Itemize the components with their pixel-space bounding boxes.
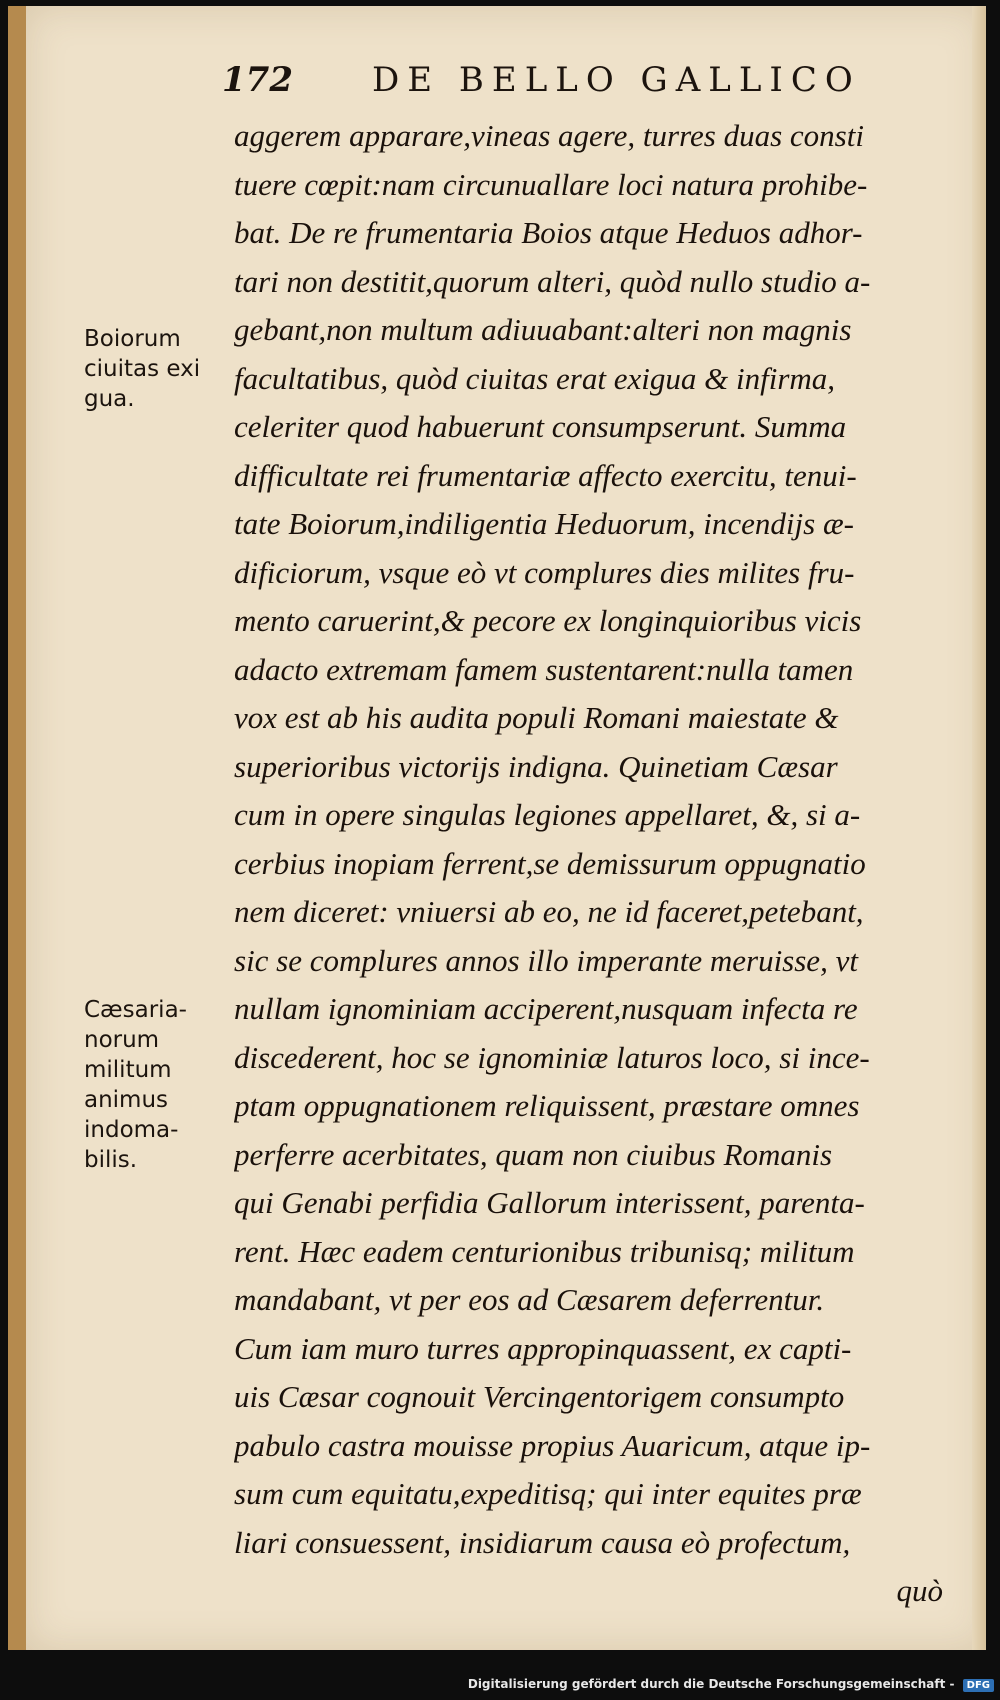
text-line: celeriter quod habuerunt consumpserunt. Summa — [234, 409, 847, 444]
digitization-credit — [468, 1677, 994, 1692]
dfg-logo: DFG — [963, 1679, 994, 1692]
margin-note-line: indoma- — [84, 1117, 179, 1143]
text-line: qui Genabi perfidia Gallorum interissent, parenta- — [234, 1185, 865, 1220]
text-line: nem diceret: vniuersi ab eo, ne id faceret,petebant, — [234, 894, 864, 929]
text-line: cum in opere singulas legiones appellaret, &, si a- — [234, 797, 861, 832]
margin-note-line: Cæsaria- — [84, 997, 187, 1023]
text-line: bat. De re frumentaria Boios atque Heduos adhor- — [234, 215, 863, 250]
text-line: rent. Hæc eadem centurionibus tribunisq; militum — [234, 1233, 855, 1269]
margin-note-line: gua. — [84, 386, 135, 412]
text-line: pabulo castra mouisse propius Auaricum, atque ip- — [234, 1427, 871, 1463]
page-edge — [972, 6, 986, 1650]
text-line: cerbius inopiam ferrent,se demissurum oppugnatio — [234, 845, 866, 881]
text-line: dificiorum, vsque eò vt complures dies milites fru- — [234, 554, 855, 590]
text-line: perferre acerbitates, quam non ciuibus Romanis — [234, 1136, 833, 1172]
text-line: superioribus victorijs indigna. Quinetiam Cæsar — [234, 748, 838, 784]
text-line: Cum iam muro turres appropinquassent, ex capti- — [234, 1330, 852, 1366]
credit-text: Digitalisierung gefördert durch die Deutsche Forschungsgemeinschaft - — [467, 1677, 955, 1691]
margin-note-line: bilis. — [84, 1147, 138, 1173]
margin-note-line: norum — [84, 1027, 160, 1053]
margin-note-line: Boiorum — [84, 326, 181, 352]
text-line: adacto extremam famem sustentarent:nulla tamen — [234, 651, 854, 687]
text-line: aggerem apparare,vineas agere, turres duas consti — [234, 118, 864, 153]
margin-note-line: animus — [84, 1087, 169, 1113]
text-line: liari consuessent, insidiarum causa eò profectum, — [234, 1524, 851, 1560]
margin-note-boiorum — [84, 324, 200, 414]
page-header — [222, 60, 922, 112]
text-line: mento caruerint,& pecore ex longinquioribus vicis — [234, 603, 862, 638]
page-number: 172 — [222, 60, 293, 100]
text-line: sic se complures annos illo imperante meruisse, vt — [234, 942, 858, 978]
text-line: tari non destitit,quorum alteri, quòd nullo studio a- — [234, 263, 871, 299]
running-title: DE BELLO GALLICO — [372, 60, 861, 100]
body-text — [234, 112, 949, 1616]
text-line: sum cum equitatu,expeditisq; qui inter equites præ — [234, 1476, 862, 1511]
text-line: tuere cœpit:nam circunuallare loci natura prohibe- — [234, 166, 868, 202]
catchword: quò — [896, 1573, 943, 1608]
text-line: mandabant, vt per eos ad Cæsarem deferrentur. — [234, 1282, 825, 1317]
margin-note-line: ciuitas exi — [84, 356, 201, 382]
margin-note-line: militum — [84, 1057, 172, 1083]
text-line: facultatibus, quòd ciuitas erat exigua & infirma, — [234, 360, 836, 396]
text-line: discederent, hoc se ignominiæ laturos loco, si ince- — [234, 1039, 870, 1075]
margin-note-caesarianorum — [84, 995, 187, 1175]
text-line: vox est ab his audita populi Romani maiestate & — [234, 700, 839, 735]
text-line: uis Cæsar cognouit Vercingentorigem consumpto — [234, 1379, 845, 1414]
text-line: ptam oppugnationem reliquissent, præstare omnes — [234, 1088, 860, 1123]
text-line: tate Boiorum,indiligentia Heduorum, incendijs æ- — [234, 506, 854, 541]
text-line: nullam ignominiam acciperent,nusquam infecta re — [234, 991, 858, 1026]
text-line: difficultate rei frumentariæ affecto exercitu, tenui- — [234, 457, 857, 493]
text-line: gebant,non multum adiuuabant:alteri non magnis — [234, 312, 852, 347]
